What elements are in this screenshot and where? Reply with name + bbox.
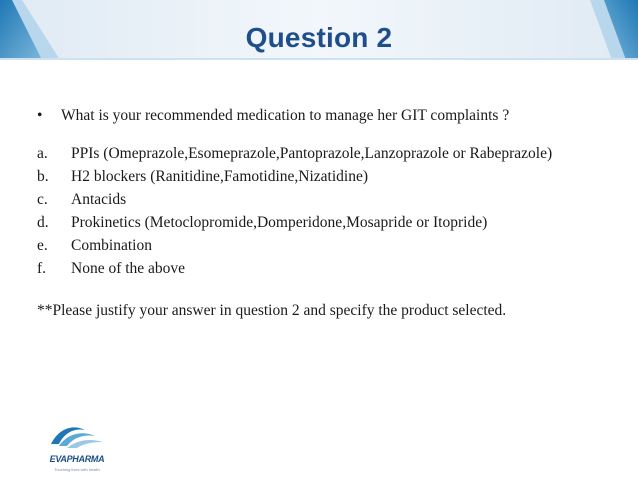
answer-option-b[interactable]	[37, 166, 607, 187]
option-letter: b.	[37, 168, 49, 185]
slide-title: Question 2	[245, 22, 393, 53]
logo-tagline: Touching lives with health	[54, 467, 100, 472]
logo-wordmark: EVAPHARMA	[49, 454, 105, 464]
option-letter: f.	[37, 260, 47, 277]
wave-logo-icon	[37, 418, 117, 454]
answer-option-f[interactable]	[37, 258, 607, 279]
question-text: What is your recommended medication to manage her GIT complaints ?	[61, 107, 510, 124]
option-text: Antacids	[71, 191, 127, 208]
option-text: PPIs (Omeprazole,Esomeprazole,Pantoprazole,Lanzoprazole or Rabeprazole)	[71, 145, 553, 162]
answer-options	[37, 143, 607, 279]
option-text: Combination	[71, 237, 152, 254]
answer-option-e[interactable]	[37, 235, 607, 256]
option-letter: a.	[37, 145, 48, 162]
option-letter: e.	[37, 237, 48, 254]
option-text: None of the above	[71, 260, 186, 277]
answer-option-a[interactable]	[37, 143, 607, 164]
option-letter: c.	[37, 191, 48, 208]
answer-option-d[interactable]	[37, 212, 607, 233]
question	[37, 105, 607, 126]
option-text: Prokinetics (Metoclopromide,Domperidone,Mosapride or Itopride)	[71, 214, 488, 231]
option-text: H2 blockers (Ranitidine,Famotidine,Nizatidine)	[71, 168, 369, 185]
option-letter: d.	[37, 214, 49, 231]
justification-note: **Please justify your answer in question 2 and specify the product selected.	[37, 302, 507, 319]
bullet: •	[37, 107, 43, 124]
answer-option-c[interactable]	[37, 189, 607, 210]
slide-content	[37, 105, 607, 321]
company-logo	[37, 418, 117, 476]
